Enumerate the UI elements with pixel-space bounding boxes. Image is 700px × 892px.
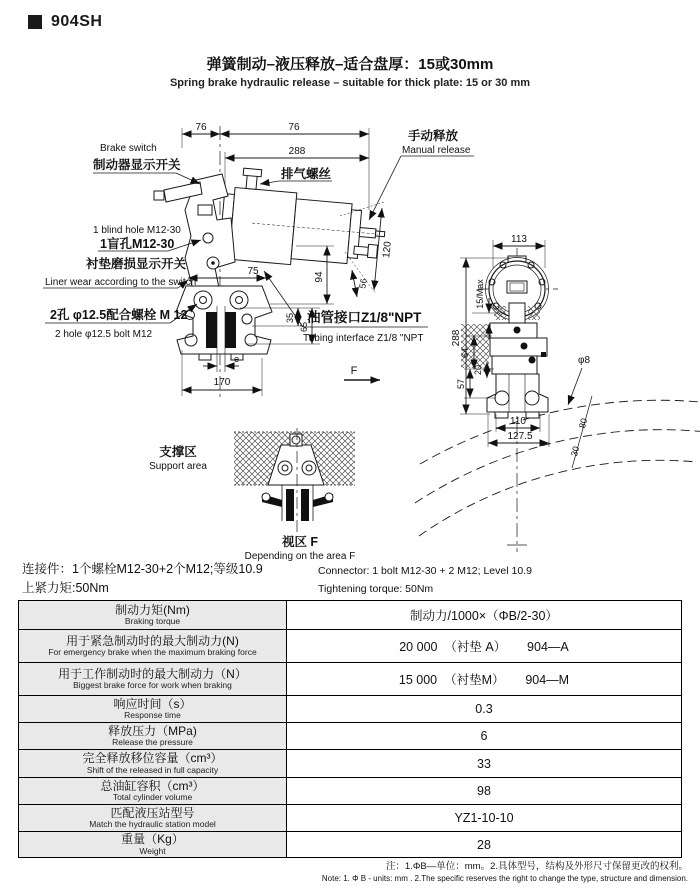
row-label xyxy=(19,601,287,629)
connector-note-zh-line1: 连接件：1个螺栓M12-30+2个M12;等级10.9 xyxy=(22,562,263,576)
row-label xyxy=(19,778,287,804)
row-label-en: Match the hydraulic station model xyxy=(89,819,216,830)
row-label-zh: 释放压力（MPa) xyxy=(108,723,197,738)
blind-hole-label-zh: 1盲孔M12-30 xyxy=(100,237,175,251)
connector-note-en-line2: Tightening torque: 50Nm xyxy=(318,583,434,595)
tubing-label-en: Tubing interface Z1/8 "NPT xyxy=(303,333,424,344)
dim-15max: 15/Max xyxy=(475,279,485,309)
brake-switch-label-zh: 制动器显示开关 xyxy=(93,158,181,172)
table-row xyxy=(19,831,681,857)
row-label-en: Response time xyxy=(124,710,181,721)
dim-75: 75 xyxy=(247,266,259,277)
dim-113: 113 xyxy=(511,234,527,245)
connector-note-en xyxy=(318,562,678,598)
view-f-label-zh: 视区 F xyxy=(281,535,319,549)
row-value: 15 000 （衬垫M） 904—M xyxy=(398,673,570,687)
dim-120: 120 xyxy=(381,240,394,259)
liner-wear-label-zh: 衬垫磨损显示开关 xyxy=(86,257,187,271)
row-label-en: Braking torque xyxy=(124,616,181,627)
liner-wear-label-en: Liner wear according to the switch xyxy=(45,277,197,288)
exhaust-screw-label-zh: 排气螺丝 xyxy=(281,167,332,181)
row-value: 33 xyxy=(477,756,491,771)
dim-94: 94 xyxy=(314,271,325,283)
table-row xyxy=(19,749,681,777)
row-label xyxy=(19,750,287,777)
row-value: 6 xyxy=(480,729,488,743)
bolt-holes-label-en: 2 hole φ12.5 bolt M12 xyxy=(55,329,153,340)
dim-80: 80 xyxy=(576,417,590,430)
f-marker: F xyxy=(350,365,358,377)
title-zh: 弹簧制动–液压释放–适合盘厚：15或30mm xyxy=(206,56,494,73)
tubing-label-zh: 油管接口Z1/8"NPT xyxy=(307,310,422,325)
support-area-detail xyxy=(234,428,355,534)
row-label-en: Total cylinder volume xyxy=(112,792,193,803)
connector-note-zh-line2: 上紧力矩:50Nm xyxy=(22,581,109,595)
connector-note-en-line1: Connector: 1 bolt M12-30 + 2 M12; Level 10.9 xyxy=(318,565,532,577)
table-row xyxy=(19,804,681,831)
row-label xyxy=(19,696,287,722)
row-label xyxy=(19,832,287,857)
footnote-zh: 注：1.ΦB—单位：mm。2.具体型号，结构及外形尺寸保留更改的权利。 xyxy=(385,861,688,872)
row-value: 98 xyxy=(477,784,491,798)
row-value: 20 000 （衬垫 A） 904—A xyxy=(399,640,569,654)
title-en: Spring brake hydraulic release – suitable for thick plate: 15 or 30 mm xyxy=(169,77,531,89)
table-row xyxy=(19,601,681,629)
row-label-en: For emergency brake when the maximum braking force xyxy=(48,647,257,658)
dim-288: 288 xyxy=(288,146,306,157)
table-row xyxy=(19,662,681,695)
dim-e: e xyxy=(234,354,240,364)
row-value: 0.3 xyxy=(475,702,493,716)
row-label-en: Weight xyxy=(139,845,166,856)
table-row xyxy=(19,695,681,722)
dim-phi8: φ8 xyxy=(578,355,591,366)
table-row xyxy=(19,777,681,804)
dim-76-right: 76 xyxy=(288,122,300,133)
row-label xyxy=(19,630,287,662)
row-label xyxy=(19,723,287,749)
dim-170: 170 xyxy=(213,377,231,388)
dim-57: 57 xyxy=(456,378,466,390)
manual-release-label-en: Manual release xyxy=(402,145,471,156)
row-label xyxy=(19,663,287,695)
row-value: 28 xyxy=(477,837,491,852)
dim-288-right: 288 xyxy=(451,329,462,347)
dim-30: 30 xyxy=(568,445,582,458)
dim-65: 65 xyxy=(299,321,309,333)
support-area-label-en: Support area xyxy=(149,461,207,472)
table-row xyxy=(19,722,681,749)
row-label-zh: 重量（Kg） xyxy=(121,832,184,847)
support-area-label-zh: 支撑区 xyxy=(159,445,197,459)
row-label-zh: 完全释放移位容量（cm³） xyxy=(82,751,223,766)
dim-110: 110 xyxy=(510,416,526,427)
footnote-en: Note: 1. Φ B - units: mm . 2.The specific reserves the right to change the type, structure and dimension. xyxy=(321,874,688,883)
front-view xyxy=(415,240,700,552)
spec-table xyxy=(18,600,682,858)
row-label-zh: 制动力矩(Nm) xyxy=(115,602,190,617)
dim-20: 20 xyxy=(473,364,483,376)
blind-hole-label-en: 1 blind hole M12-30 xyxy=(93,225,181,236)
row-label-en: Biggest brake force for work when braking xyxy=(73,680,232,691)
dim-35: 35 xyxy=(285,312,295,324)
model-number: 904SH xyxy=(51,13,103,30)
table-row xyxy=(19,629,681,662)
dim-56: 56 xyxy=(357,277,369,290)
row-label-zh: 用于工作制动时的最大制动力（N） xyxy=(58,666,247,681)
footnote xyxy=(322,858,688,883)
row-label-en: Release the pressure xyxy=(112,737,193,748)
row-value: 制动力/1000×（ΦB/2-30） xyxy=(410,609,558,623)
dim-127-5: 127.5 xyxy=(507,431,533,442)
row-label-zh: 用于紧急制动时的最大制动力(N) xyxy=(66,633,239,648)
dim-64: 64 xyxy=(460,347,470,359)
dim-76-left: 76 xyxy=(195,122,207,133)
bolt-holes-label-zh: 2孔 φ12.5配合螺栓 M 12 xyxy=(50,308,188,322)
view-f-label-en: Depending on the area F xyxy=(244,551,356,562)
row-value: YZ1-10-10 xyxy=(454,811,514,825)
manual-release-label-zh: 手动释放 xyxy=(408,129,459,143)
connector-note-zh xyxy=(22,560,314,598)
row-label-zh: 响应时间（s） xyxy=(113,696,192,711)
brake-switch-label-en: Brake switch xyxy=(100,143,157,154)
row-label xyxy=(19,805,287,831)
row-label-zh: 匹配液压站型号 xyxy=(110,805,195,820)
row-label-en: Shift of the released in full capacity xyxy=(86,764,219,775)
row-label-zh: 总油缸容积（cm³） xyxy=(100,778,205,793)
